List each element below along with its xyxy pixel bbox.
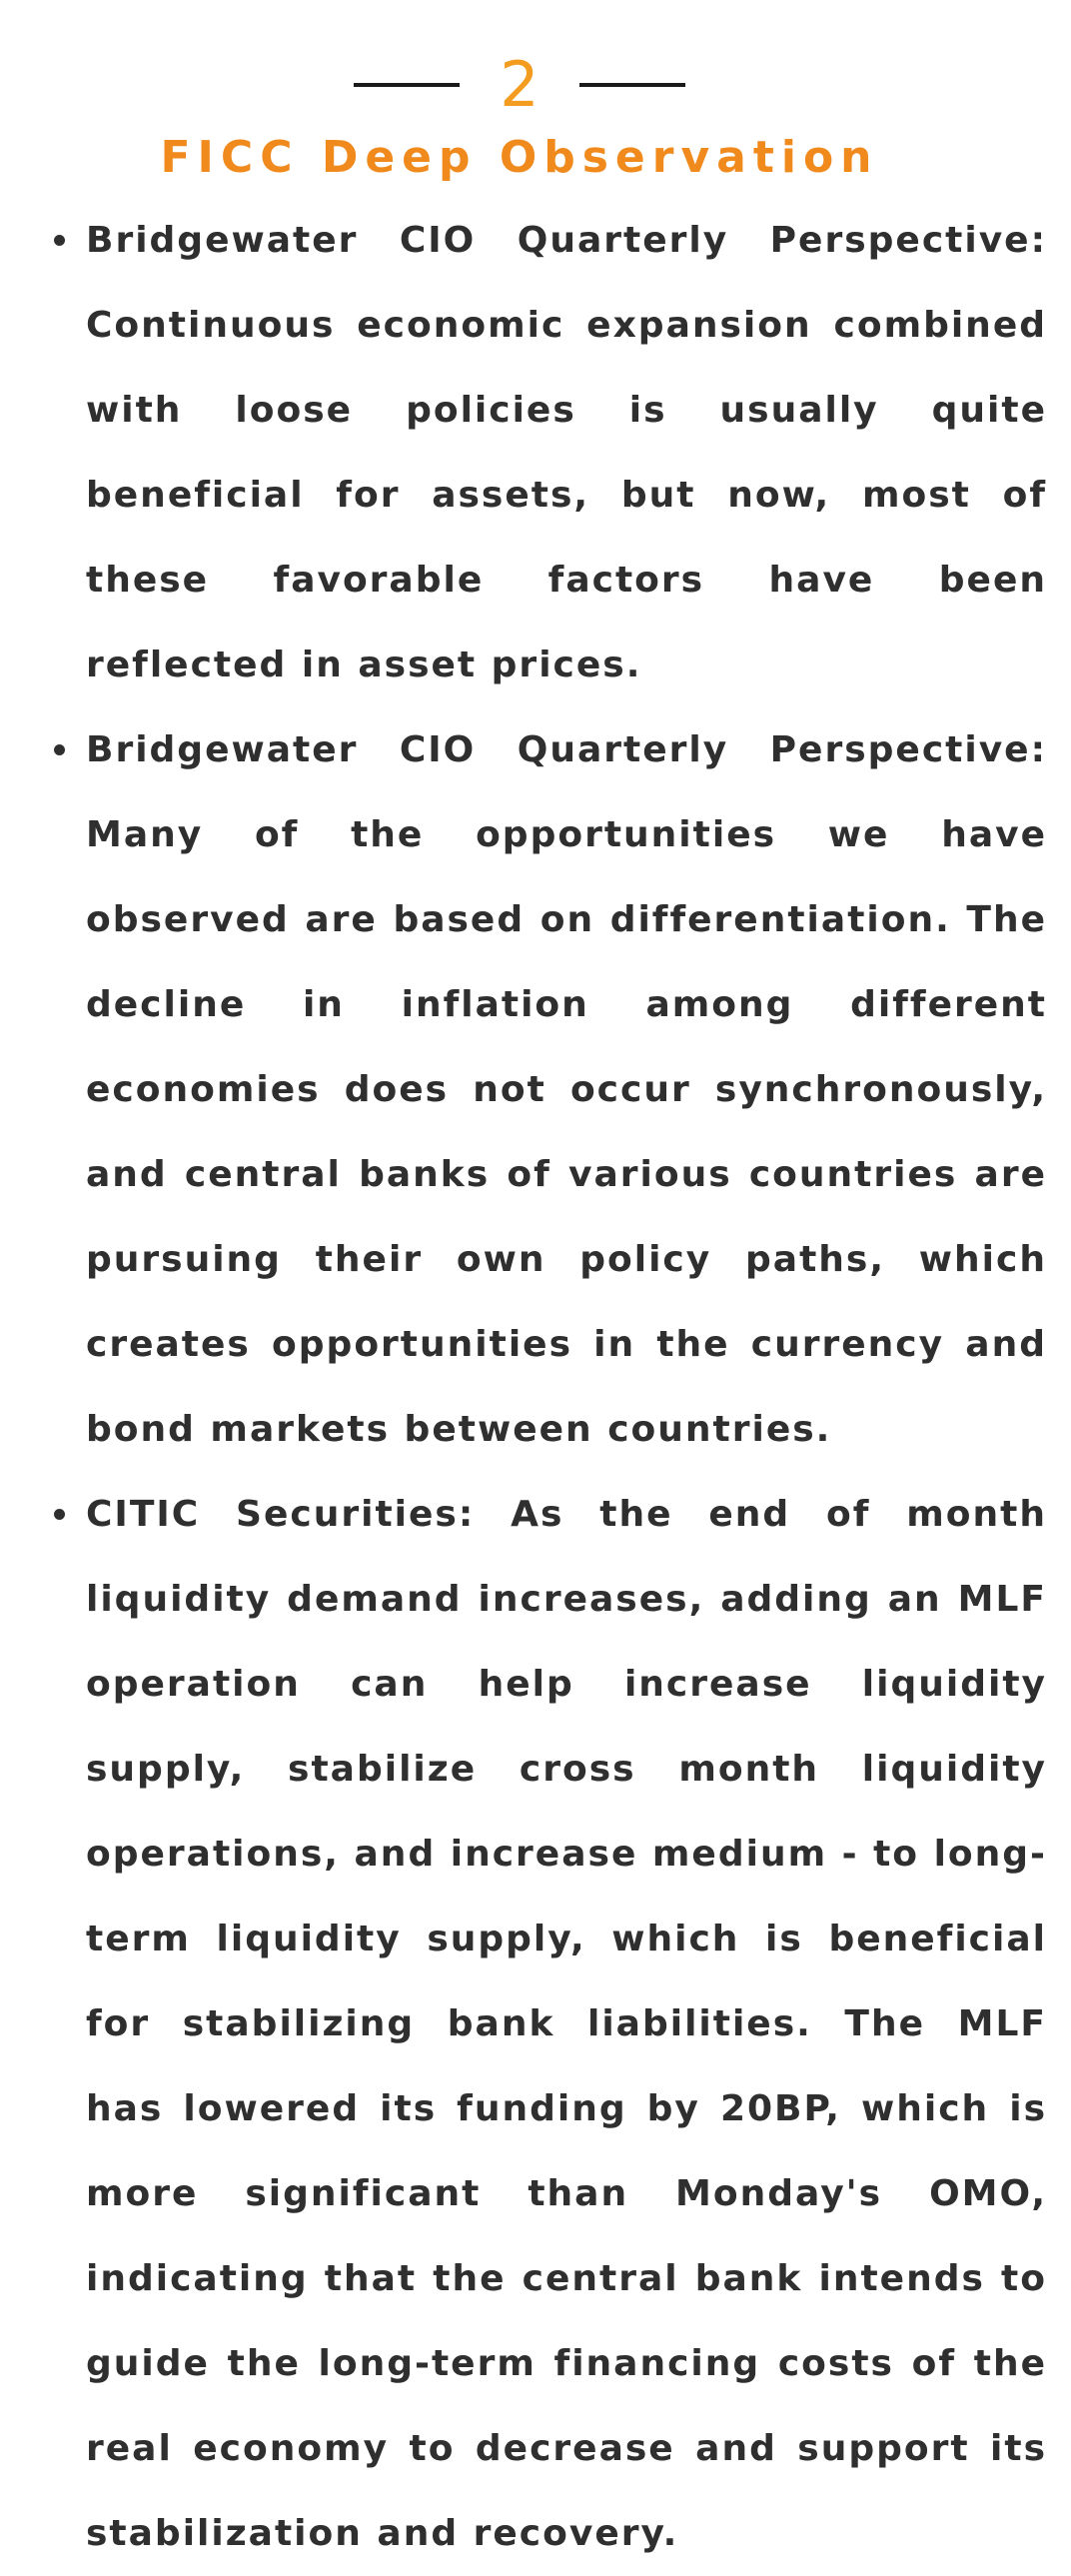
section-header bbox=[0, 0, 1071, 200]
observation-item-bridgewater-2: Bridgewater CIO Quarterly Perspective: Many of the opportunities we have observed are based on differentiation. The decline in inflation among different economies does not occur synchronously, and central banks of various countries are pursuing their own policy paths, which creates opportunities in the currency and bond markets between countries. bbox=[86, 707, 1047, 1472]
section-title: FICC Deep Observation bbox=[160, 132, 879, 183]
section-number-row bbox=[0, 40, 1039, 130]
observation-item-citic: CITIC Securities: As the end of month liquidity demand increases, adding an MLF operation can help increase liquidity supply, stabilize cross month liquidity operations, and increase medium - to long-term liquidity supply, which is beneficial for stabilizing bank liabilities. The MLF has lowered its funding by 20BP, which is more significant than Monday's OMO, indicating that the central bank intends to guide the long-term financing costs of the real economy to decrease and support its stabilization and recovery. bbox=[86, 1472, 1047, 2576]
right-divider-rule bbox=[579, 83, 685, 87]
section-number: 2 bbox=[500, 48, 539, 121]
observation-item-bridgewater-1: Bridgewater CIO Quarterly Perspective: Continuous economic expansion combined with loose policies is usually quite beneficial for assets, but now, most of these favorable factors have been reflected in asset prices. bbox=[86, 198, 1047, 707]
observation-list bbox=[0, 198, 1071, 2576]
left-divider-rule bbox=[354, 83, 460, 87]
